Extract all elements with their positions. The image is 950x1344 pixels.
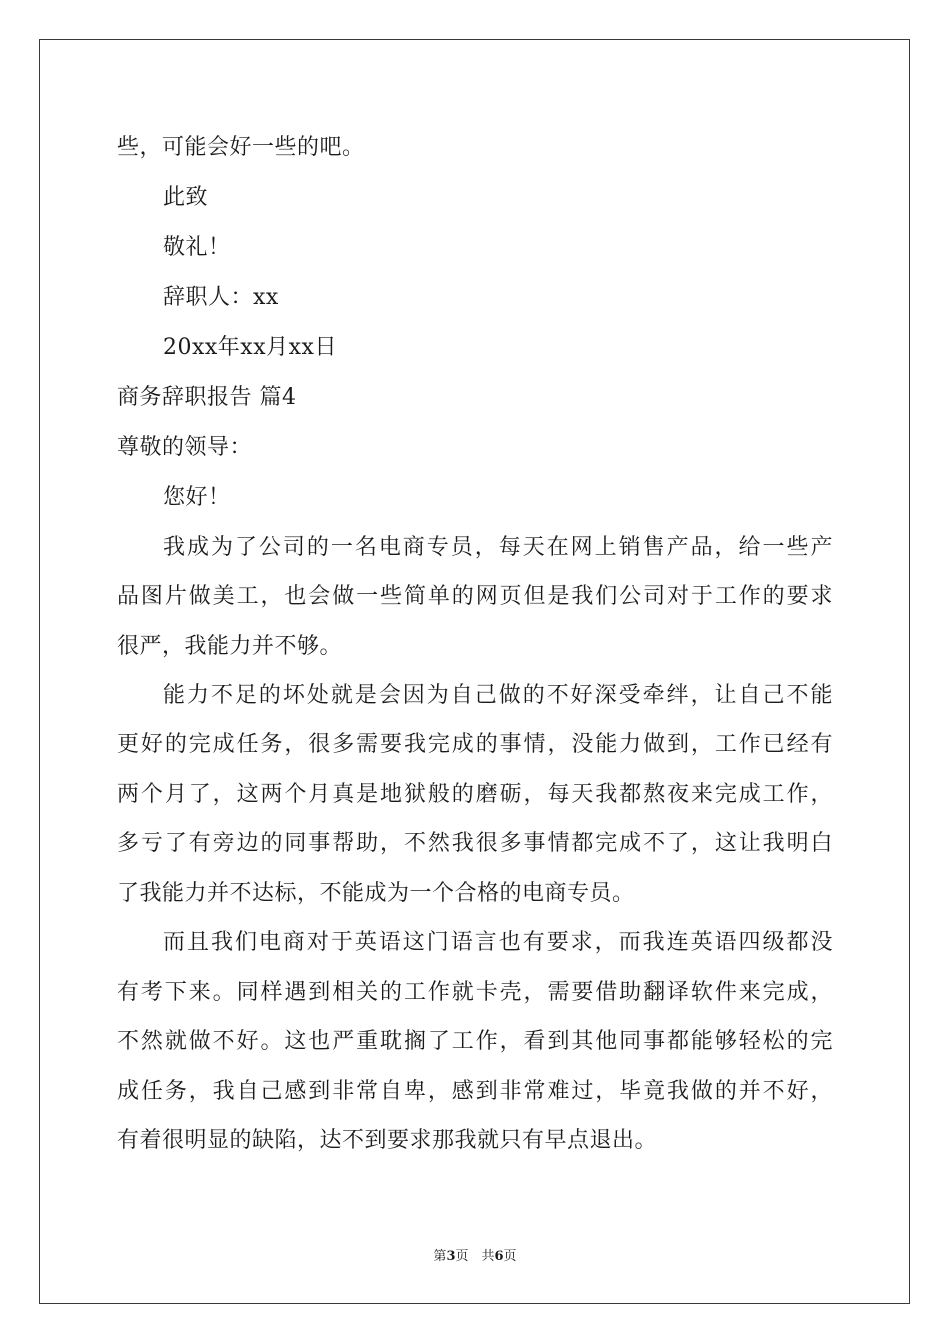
- paragraph-line: 更好的完成任务，很多需要我完成的事情，没能力做到，工作已经有: [117, 732, 833, 757]
- paragraph-line: 两个月了，这两个月真是地狱般的磨砺，每天我都熬夜来完成工作，: [117, 782, 833, 807]
- text-line: 些，可能会好一些的吧。: [117, 135, 365, 160]
- signature-date: 20xx年xx月xx日: [163, 335, 337, 360]
- section-heading: 商务辞职报告 篇4: [117, 385, 297, 410]
- paragraph-line: 而且我们电商对于英语这门语言也有要求，而我连英语四级都没: [163, 930, 833, 955]
- signature-name: 辞职人：xx: [163, 285, 279, 310]
- paragraph-line: 很严，我能力并不够。: [117, 634, 343, 659]
- paragraph-line: 了我能力并不达标，不能成为一个合格的电商专员。: [117, 881, 635, 906]
- greeting-hello: 您好！: [163, 485, 231, 510]
- closing-salutation: 此致: [163, 185, 209, 210]
- paragraph-line: 多亏了有旁边的同事帮助，不然我很多事情都完成不了，这让我明白: [117, 831, 833, 856]
- footer-page-number: 3: [446, 1249, 456, 1264]
- paragraph-line: 能力不足的坏处就是会因为自己做的不好深受牵绊，让自己不能: [163, 683, 833, 708]
- paragraph-line: 品图片做美工，也会做一些简单的网页但是我们公司对于工作的要求: [117, 584, 833, 609]
- footer-page-suffix: 页: [503, 1249, 517, 1264]
- paragraph-line: 有着很明显的缺陷，达不到要求那我就只有早点退出。: [117, 1128, 658, 1153]
- page-footer: [0, 1248, 950, 1266]
- footer-page-mid: 页 共: [455, 1249, 495, 1264]
- footer-page-prefix: 第: [433, 1249, 447, 1264]
- paragraph-line: 我成为了公司的一名电商专员，每天在网上销售产品，给一些产: [163, 535, 833, 560]
- greeting-recipient: 尊敬的领导：: [117, 435, 253, 460]
- paragraph-line: 有考下来。同样遇到相关的工作就卡壳，需要借助翻译软件来完成，: [117, 980, 833, 1005]
- paragraph-line: 成任务，我自己感到非常自卑，感到非常难过，毕竟我做的并不好，: [117, 1079, 833, 1104]
- page-border: [39, 39, 910, 1304]
- closing-regards: 敬礼！: [163, 235, 231, 260]
- footer-total-pages: 6: [494, 1249, 504, 1264]
- paragraph-line: 不然就做不好。这也严重耽搁了工作，看到其他同事都能够轻松的完: [117, 1029, 833, 1054]
